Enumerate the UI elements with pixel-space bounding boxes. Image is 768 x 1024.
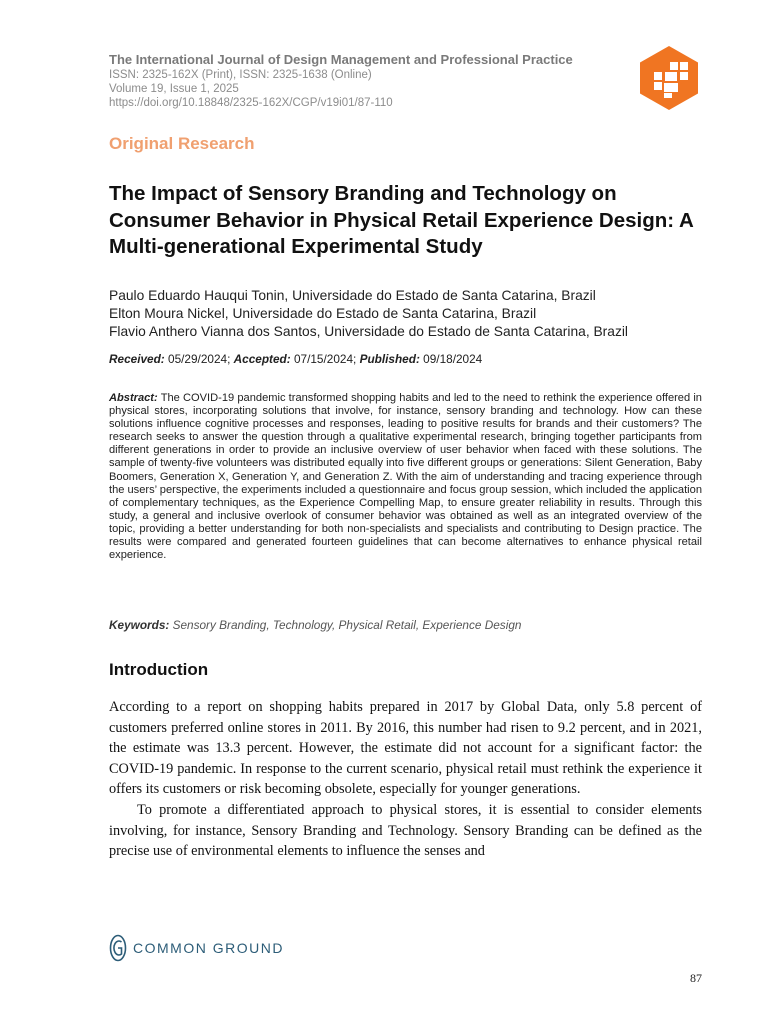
keywords	[109, 618, 709, 632]
journal-issn: ISSN: 2325-162X (Print), ISSN: 2325-1638 (Online)	[109, 69, 372, 81]
publisher-logo	[109, 934, 284, 962]
accepted-label: Accepted:	[233, 352, 291, 366]
journal-volume: Volume 19, Issue 1, 2025	[109, 83, 239, 95]
author-line: Paulo Eduardo Hauqui Tonin, Universidade do Estado de Santa Catarina, Brazil	[109, 288, 596, 303]
keywords-text: Sensory Branding, Technology, Physical Retail, Experience Design	[172, 618, 522, 632]
journal-doi[interactable]: https://doi.org/10.18848/2325-162X/CGP/v19i01/87-110	[109, 97, 393, 109]
body-paragraph: To promote a differentiated approach to physical stores, it is essential to consider elements involving, for instance, Sensory Branding and Technology. Sensory Branding can be defined as the precise use of environmental elements to influence the senses and	[109, 801, 702, 860]
abstract	[109, 392, 702, 562]
received-label: Received:	[109, 352, 165, 366]
received-date: 05/29/2024	[168, 352, 228, 366]
article-title: The Impact of Sensory Branding and Technology on Consumer Behavior in Physical Retail Experience Design: A Multi-generational Experimental Study	[109, 182, 694, 258]
keywords-label: Keywords:	[109, 618, 170, 632]
section-heading-introduction: Introduction	[109, 660, 209, 679]
author-line: Elton Moura Nickel, Universidade do Estado de Santa Catarina, Brazil	[109, 306, 537, 321]
published-date: 09/18/2024	[423, 352, 483, 366]
publication-dates: Received: 05/29/2024; Accepted: 07/15/2024; Published: 09/18/2024	[109, 352, 483, 366]
body-paragraph: According to a report on shopping habits prepared in 2017 by Global Data, only 5.8 percent of customers preferred online stores in 2011. By 2016, this number had risen to 9.2 percent, and in 2021, the estimate was 13.3 percent. However, the estimate did not account for a significant factor: the COVID-19 pandemic. In response to the current scenario, physical retail must rethink the experience it offers its customers or risk becoming obsolete, especially for younger generations.	[109, 699, 702, 798]
author-list	[109, 287, 709, 341]
author-line: Flavio Anthero Vianna dos Santos, Universidade do Estado de Santa Catarina, Brazil	[109, 324, 628, 339]
journal-title: The International Journal of Design Management and Professional Practice	[109, 52, 573, 67]
abstract-text: The COVID-19 pandemic transformed shopping habits and led to the need to rethink the experience offered in physical stores, incorporating solutions that involve, for instance, sensory branding and technology. How can these solutions influence cognitive processes and responses, leading to positive results for brands and their customers? The research seeks to answer the question through a qualitative experimental research, bringing together participants from different generations in order to provide an inclusive overview of user behavior when faced with these solutions. The sample of twenty-five volunteers was distributed equally into five different groups or generations: Silent Generation, Baby Boomers, Generation X, Generation Y, and Generation Z. With the aim of understanding and tracing experience through the users’ perspective, the experiments included a questionnaire and focus group session, which included the application of complementary techniques, as the Experience Compelling Map, to ensure greater reliability in results. Through this study, a general and inclusive overlook of consumer behavior was obtained as well as an integrated overview of the topic, providing a better understanding for both non-specialists and specialists and contributing to Design practice. The results were compared and generated fourteen guidelines that can become alternatives to enhance physical retail experience.	[109, 392, 702, 562]
introduction-body	[109, 697, 702, 862]
journal-header	[109, 52, 629, 110]
hexagon-logo-icon	[638, 45, 700, 111]
published-label: Published:	[359, 352, 420, 366]
common-ground-logo-icon	[109, 934, 127, 962]
page-number: 87	[690, 971, 702, 985]
publisher-name: COMMON GROUND	[133, 940, 284, 956]
article-type: Original Research	[109, 134, 255, 153]
abstract-label: Abstract:	[109, 392, 158, 404]
accepted-date: 07/15/2024	[293, 352, 354, 366]
